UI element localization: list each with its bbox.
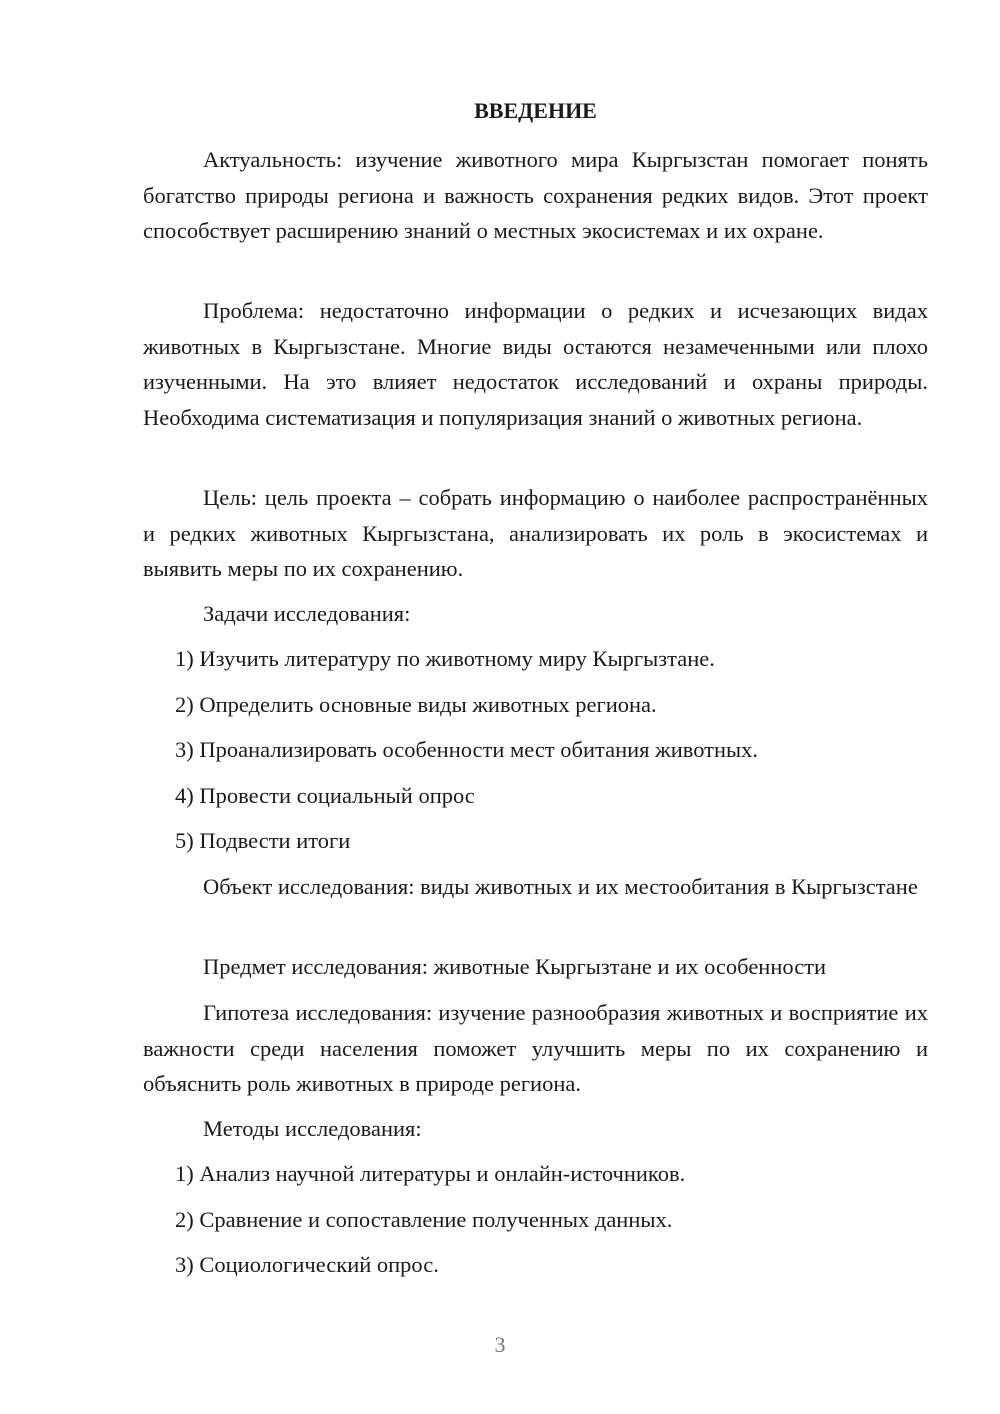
list-item: 3) Проанализировать особенности мест обитания животных. <box>175 737 759 762</box>
tasks-heading: Задачи исследования: <box>203 601 411 626</box>
goal-paragraph: Цель: цель проекта – собрать информацию о наиболее распространённых и редких животных Кыргызстана, анализировать их роль в экосистемах и выявить меры по их сохранению. <box>143 485 928 581</box>
list-item: 4) Провести социальный опрос <box>175 783 475 808</box>
problem-paragraph: Проблема: недостаточно информации о редких и исчезающих видах животных в Кыргызстане. Многие виды остаются незамеченными или плохо изученными. На это влияет недостаток исследований и охраны природы. Необходима систематизация и популяризация знаний о животных региона. <box>143 298 928 430</box>
list-item: 5) Подвести итоги <box>175 828 351 853</box>
methods-heading: Методы исследования: <box>203 1116 422 1141</box>
page-title: ВВЕДЕНИЕ <box>474 98 597 123</box>
list-item: 1) Анализ научной литературы и онлайн-источников. <box>175 1161 686 1186</box>
list-item: 2) Определить основные виды животных региона. <box>175 692 657 717</box>
subject-paragraph: Предмет исследования: животные Кыргызтане и их особенности <box>203 954 827 979</box>
list-item: 1) Изучить литературу по животному миру Кыргызтане. <box>175 646 715 671</box>
hypothesis-paragraph: Гипотеза исследования: изучение разнообразия животных и восприятие их важности среди населения поможет улучшить меры по их сохранению и объяснить роль животных в природе региона. <box>143 1000 928 1096</box>
list-item: 2) Сравнение и сопоставление полученных данных. <box>175 1207 673 1232</box>
object-paragraph: Объект исследования: виды животных и их местообитания в Кыргызстане <box>203 874 918 899</box>
list-item: 3) Социологический опрос. <box>175 1252 439 1277</box>
relevance-paragraph: Актуальность: изучение животного мира Кыргызстан помогает понять богатство природы региона и важность сохранения редких видов. Этот проект способствует расширению знаний о местных экосистемах и их охране. <box>143 147 928 243</box>
page-number: 3 <box>494 1332 506 1357</box>
